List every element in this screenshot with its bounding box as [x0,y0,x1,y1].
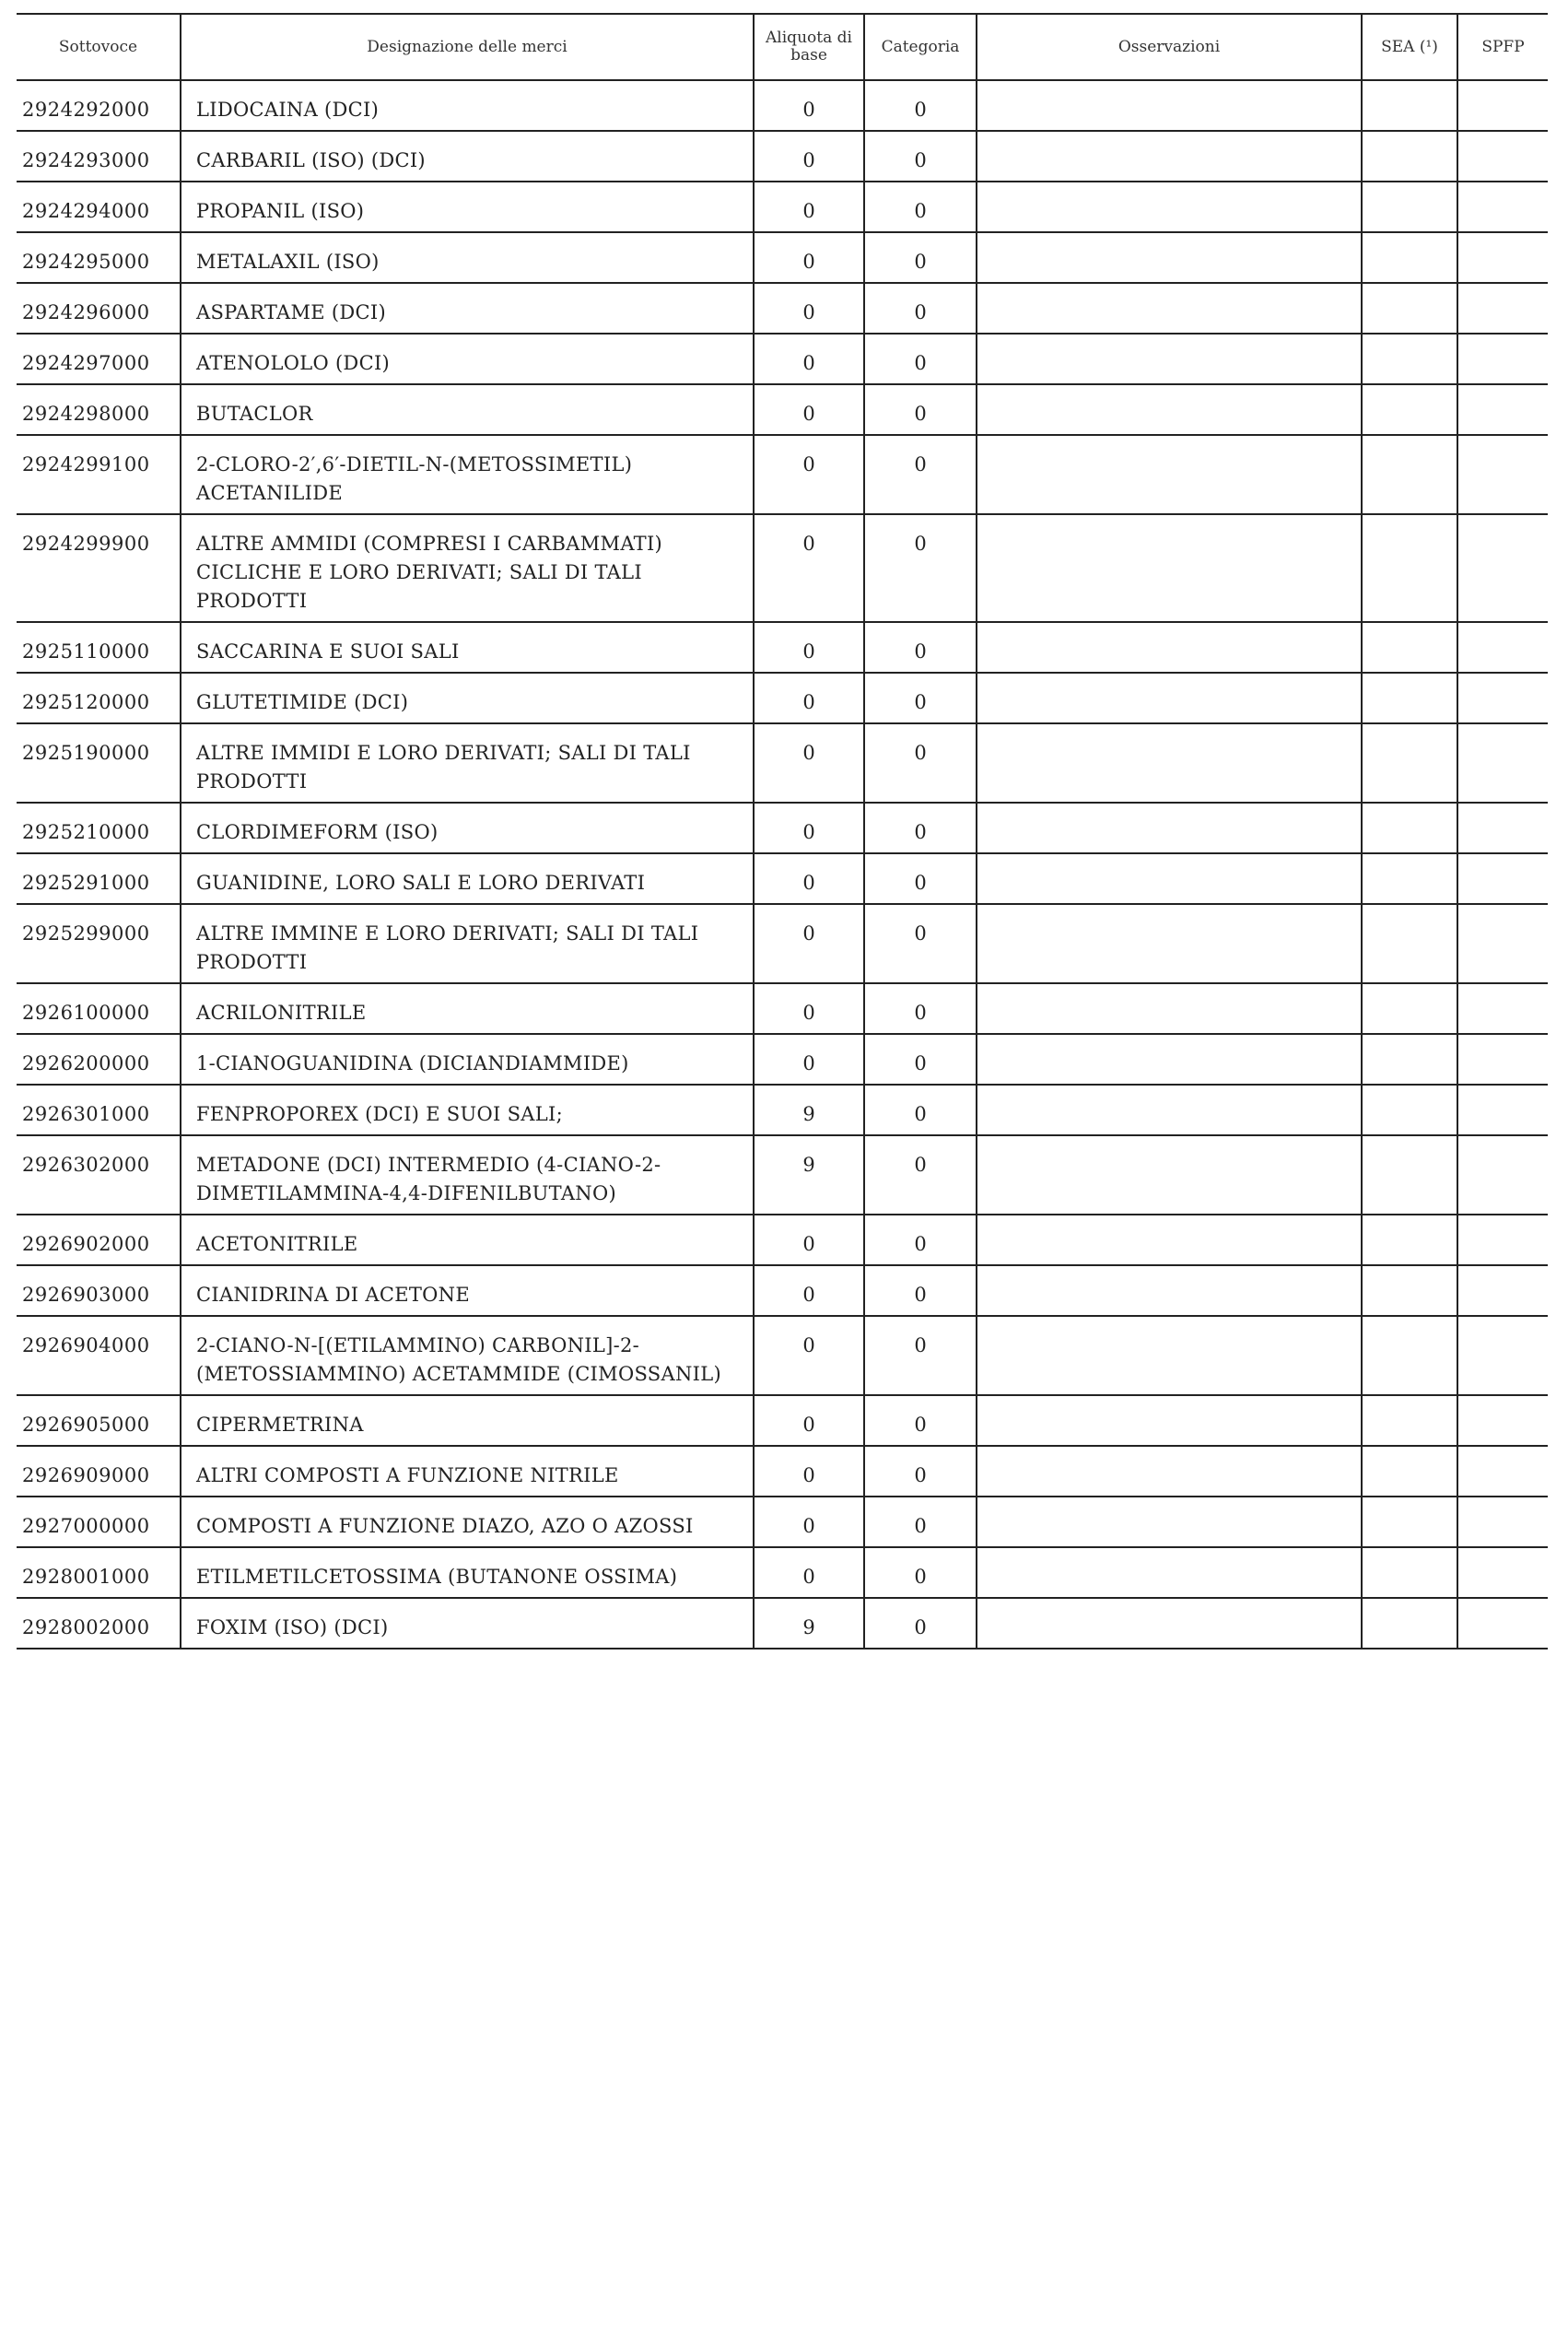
header-code: Sottovoce [17,14,181,80]
cell-category: 0 [864,1085,977,1135]
cell-code: 2926200000 [17,1034,181,1085]
cell-sea [1362,182,1457,232]
table-row [17,1215,1548,1265]
table-row [17,983,1548,1034]
cell-designation: METALAXIL (ISO) [181,232,754,283]
cell-spfp [1457,334,1548,384]
cell-designation: ALTRI COMPOSTI A FUNZIONE NITRILE [181,1446,754,1497]
cell-sea [1362,803,1457,853]
cell-sea [1362,622,1457,673]
table-row [17,283,1548,334]
cell-spfp [1457,435,1548,514]
cell-category: 0 [864,232,977,283]
cell-remarks [977,673,1362,723]
cell-category: 0 [864,514,977,622]
cell-category: 0 [864,1497,977,1547]
cell-sea [1362,673,1457,723]
cell-category: 0 [864,1265,977,1316]
cell-category: 0 [864,673,977,723]
table-row [17,803,1548,853]
table-row [17,514,1548,622]
cell-designation: ATENOLOLO (DCI) [181,334,754,384]
cell-base-rate: 0 [754,182,864,232]
header-spfp: SPFP [1457,14,1548,80]
table-row [17,1135,1548,1215]
cell-sea [1362,1547,1457,1598]
cell-spfp [1457,1395,1548,1446]
cell-base-rate: 0 [754,1034,864,1085]
table-row [17,723,1548,803]
cell-remarks [977,1085,1362,1135]
cell-category: 0 [864,622,977,673]
cell-base-rate: 0 [754,334,864,384]
cell-sea [1362,80,1457,131]
cell-designation: PROPANIL (ISO) [181,182,754,232]
table-body [17,80,1548,1649]
cell-category: 0 [864,1598,977,1649]
cell-remarks [977,1215,1362,1265]
cell-base-rate: 0 [754,723,864,803]
cell-base-rate: 0 [754,1316,864,1395]
cell-spfp [1457,384,1548,435]
header-base-rate-line1: Aliquota di [766,29,852,47]
cell-base-rate: 0 [754,1497,864,1547]
cell-code: 2924293000 [17,131,181,182]
cell-sea [1362,1446,1457,1497]
cell-spfp [1457,1598,1548,1649]
cell-category: 0 [864,1215,977,1265]
table-row [17,673,1548,723]
header-designation: Designazione delle merci [181,14,754,80]
header-base-rate-line2: base [790,46,827,65]
cell-designation: SACCARINA E SUOI SALI [181,622,754,673]
table-row [17,1265,1548,1316]
cell-sea [1362,514,1457,622]
cell-code: 2924292000 [17,80,181,131]
cell-designation: ASPARTAME (DCI) [181,283,754,334]
cell-category: 0 [864,1316,977,1395]
cell-sea [1362,1316,1457,1395]
table-row [17,1085,1548,1135]
table-row [17,232,1548,283]
cell-remarks [977,232,1362,283]
cell-code: 2926904000 [17,1316,181,1395]
cell-base-rate: 0 [754,803,864,853]
cell-category: 0 [864,1446,977,1497]
table-row [17,1497,1548,1547]
cell-designation: BUTACLOR [181,384,754,435]
cell-base-rate: 0 [754,1446,864,1497]
cell-category: 0 [864,904,977,983]
cell-code: 2926301000 [17,1085,181,1135]
cell-remarks [977,853,1362,904]
cell-spfp [1457,1497,1548,1547]
cell-designation: 2-CLORO-2′,6′-DIETIL-N-(METOSSIMETIL) ACETANILIDE [181,435,754,514]
cell-base-rate: 0 [754,131,864,182]
cell-remarks [977,435,1362,514]
cell-spfp [1457,622,1548,673]
cell-sea [1362,1497,1457,1547]
cell-category: 0 [864,803,977,853]
cell-remarks [977,514,1362,622]
cell-remarks [977,1497,1362,1547]
cell-sea [1362,723,1457,803]
cell-sea [1362,1135,1457,1215]
cell-category: 0 [864,1034,977,1085]
cell-base-rate: 0 [754,384,864,435]
cell-spfp [1457,232,1548,283]
cell-category: 0 [864,1547,977,1598]
cell-base-rate: 9 [754,1598,864,1649]
cell-category: 0 [864,283,977,334]
cell-sea [1362,1215,1457,1265]
cell-sea [1362,1395,1457,1446]
cell-remarks [977,983,1362,1034]
table-row [17,1446,1548,1497]
cell-code: 2924295000 [17,232,181,283]
cell-spfp [1457,723,1548,803]
header-remarks: Osservazioni [977,14,1362,80]
cell-spfp [1457,182,1548,232]
table-row [17,80,1548,131]
cell-base-rate: 0 [754,232,864,283]
cell-sea [1362,904,1457,983]
cell-designation: GUANIDINE, LORO SALI E LORO DERIVATI [181,853,754,904]
table-row [17,334,1548,384]
cell-remarks [977,1316,1362,1395]
cell-sea [1362,1034,1457,1085]
cell-category: 0 [864,723,977,803]
table-row [17,853,1548,904]
cell-spfp [1457,853,1548,904]
cell-category: 0 [864,1135,977,1215]
cell-sea [1362,232,1457,283]
cell-sea [1362,131,1457,182]
cell-category: 0 [864,384,977,435]
cell-base-rate: 0 [754,904,864,983]
cell-remarks [977,182,1362,232]
cell-sea [1362,853,1457,904]
cell-category: 0 [864,334,977,384]
cell-sea [1362,1085,1457,1135]
table-row [17,435,1548,514]
cell-designation: METADONE (DCI) INTERMEDIO (4-CIANO-2-DIMETILAMMINA-4,4-DIFENILBUTANO) [181,1135,754,1215]
cell-category: 0 [864,1395,977,1446]
cell-designation: CIPERMETRINA [181,1395,754,1446]
cell-code: 2925291000 [17,853,181,904]
header-row [17,14,1548,80]
cell-spfp [1457,1316,1548,1395]
header-base-rate [754,14,864,80]
cell-base-rate: 0 [754,1395,864,1446]
cell-spfp [1457,283,1548,334]
table-row [17,131,1548,182]
cell-code: 2925120000 [17,673,181,723]
cell-category: 0 [864,983,977,1034]
cell-remarks [977,80,1362,131]
cell-base-rate: 0 [754,622,864,673]
cell-remarks [977,904,1362,983]
cell-spfp [1457,1547,1548,1598]
cell-category: 0 [864,435,977,514]
table-row [17,1316,1548,1395]
cell-code: 2924299900 [17,514,181,622]
cell-designation: CARBARIL (ISO) (DCI) [181,131,754,182]
cell-sea [1362,983,1457,1034]
cell-code: 2925299000 [17,904,181,983]
cell-code: 2927000000 [17,1497,181,1547]
cell-designation: GLUTETIMIDE (DCI) [181,673,754,723]
cell-spfp [1457,514,1548,622]
cell-remarks [977,803,1362,853]
cell-code: 2926302000 [17,1135,181,1215]
cell-base-rate: 0 [754,283,864,334]
cell-spfp [1457,904,1548,983]
cell-sea [1362,435,1457,514]
tariff-table [17,13,1548,1649]
cell-designation: FOXIM (ISO) (DCI) [181,1598,754,1649]
cell-remarks [977,1395,1362,1446]
cell-sea [1362,283,1457,334]
cell-base-rate: 0 [754,1215,864,1265]
cell-base-rate: 0 [754,435,864,514]
cell-base-rate: 0 [754,983,864,1034]
cell-remarks [977,1034,1362,1085]
cell-code: 2924294000 [17,182,181,232]
cell-designation: 2-CIANO-N-[(ETILAMMINO) CARBONIL]-2-(METOSSIAMMINO) ACETAMMIDE (CIMOSSANIL) [181,1316,754,1395]
cell-remarks [977,622,1362,673]
cell-remarks [977,384,1362,435]
cell-remarks [977,334,1362,384]
cell-designation: CIANIDRINA DI ACETONE [181,1265,754,1316]
cell-code: 2926909000 [17,1446,181,1497]
cell-sea [1362,334,1457,384]
cell-designation: LIDOCAINA (DCI) [181,80,754,131]
cell-designation: ALTRE IMMIDI E LORO DERIVATI; SALI DI TALI PRODOTTI [181,723,754,803]
cell-code: 2924299100 [17,435,181,514]
cell-sea [1362,1265,1457,1316]
cell-designation: ALTRE IMMINE E LORO DERIVATI; SALI DI TALI PRODOTTI [181,904,754,983]
cell-code: 2925210000 [17,803,181,853]
cell-category: 0 [864,80,977,131]
cell-code: 2924296000 [17,283,181,334]
header-category: Categoria [864,14,977,80]
table-row [17,182,1548,232]
cell-spfp [1457,131,1548,182]
cell-spfp [1457,80,1548,131]
cell-category: 0 [864,853,977,904]
cell-spfp [1457,1085,1548,1135]
table-row [17,904,1548,983]
cell-designation: CLORDIMEFORM (ISO) [181,803,754,853]
cell-designation: FENPROPOREX (DCI) E SUOI SALI; [181,1085,754,1135]
cell-category: 0 [864,131,977,182]
cell-code: 2926903000 [17,1265,181,1316]
cell-code: 2925110000 [17,622,181,673]
table-row [17,622,1548,673]
cell-category: 0 [864,182,977,232]
cell-base-rate: 0 [754,1265,864,1316]
cell-spfp [1457,1034,1548,1085]
cell-designation: 1-CIANOGUANIDINA (DICIANDIAMMIDE) [181,1034,754,1085]
cell-spfp [1457,983,1548,1034]
table-row [17,1034,1548,1085]
table-row [17,1598,1548,1649]
cell-remarks [977,1446,1362,1497]
cell-base-rate: 0 [754,80,864,131]
cell-sea [1362,384,1457,435]
cell-code: 2924297000 [17,334,181,384]
table-header [17,14,1548,80]
cell-designation: COMPOSTI A FUNZIONE DIAZO, AZO O AZOSSI [181,1497,754,1547]
cell-remarks [977,723,1362,803]
cell-code: 2926905000 [17,1395,181,1446]
cell-base-rate: 0 [754,673,864,723]
cell-spfp [1457,1265,1548,1316]
cell-remarks [977,131,1362,182]
cell-designation: ACRILONITRILE [181,983,754,1034]
cell-sea [1362,1598,1457,1649]
cell-code: 2928002000 [17,1598,181,1649]
table-row [17,1395,1548,1446]
cell-spfp [1457,1215,1548,1265]
cell-code: 2924298000 [17,384,181,435]
cell-remarks [977,283,1362,334]
cell-base-rate: 9 [754,1085,864,1135]
cell-designation: ACETONITRILE [181,1215,754,1265]
cell-base-rate: 0 [754,853,864,904]
cell-code: 2925190000 [17,723,181,803]
cell-code: 2928001000 [17,1547,181,1598]
cell-remarks [977,1135,1362,1215]
cell-remarks [977,1547,1362,1598]
cell-remarks [977,1265,1362,1316]
cell-spfp [1457,673,1548,723]
cell-designation: ALTRE AMMIDI (COMPRESI I CARBAMMATI) CICLICHE E LORO DERIVATI; SALI DI TALI PRODOTTI [181,514,754,622]
cell-designation: ETILMETILCETOSSIMA (BUTANONE OSSIMA) [181,1547,754,1598]
cell-spfp [1457,803,1548,853]
cell-remarks [977,1598,1362,1649]
cell-spfp [1457,1446,1548,1497]
table-row [17,384,1548,435]
header-sea: SEA (¹) [1362,14,1457,80]
cell-code: 2926902000 [17,1215,181,1265]
cell-code: 2926100000 [17,983,181,1034]
table-row [17,1547,1548,1598]
cell-base-rate: 9 [754,1135,864,1215]
cell-spfp [1457,1135,1548,1215]
cell-base-rate: 0 [754,1547,864,1598]
cell-base-rate: 0 [754,514,864,622]
